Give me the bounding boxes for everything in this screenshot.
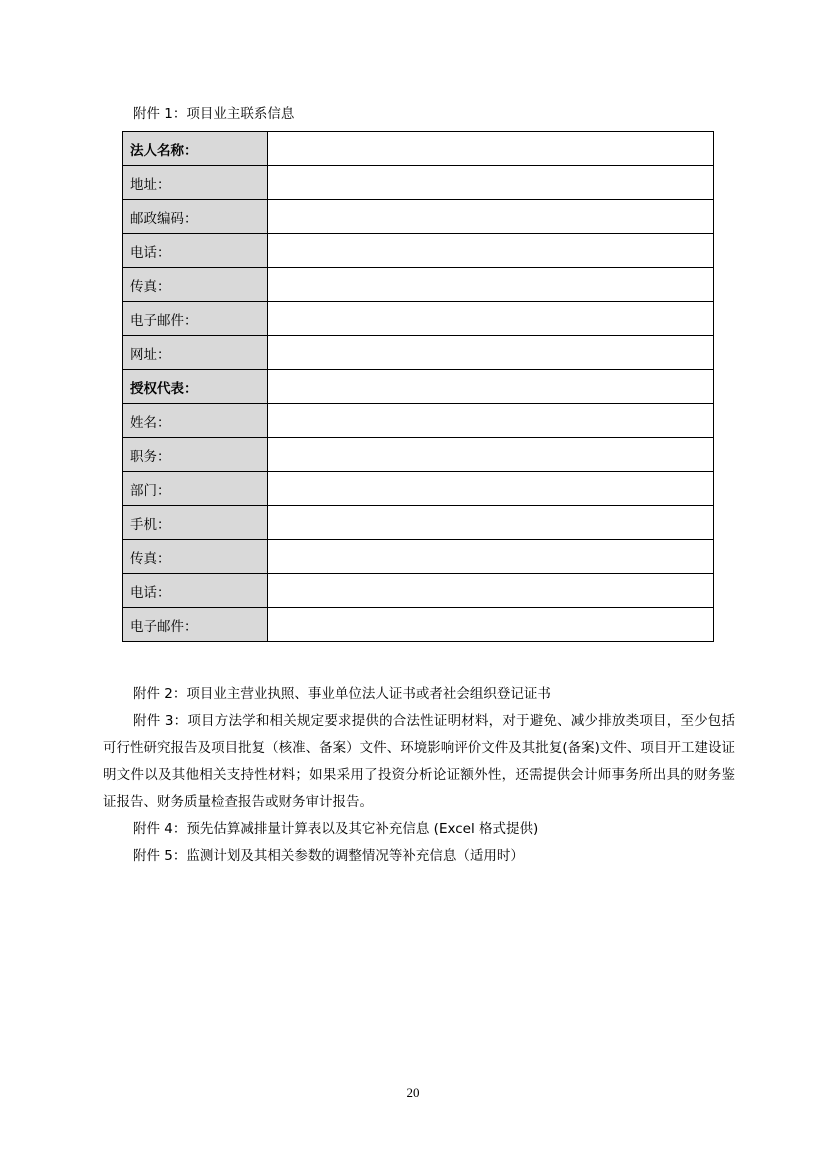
table-row xyxy=(123,132,714,166)
attachment-5-paragraph: 附件 5：监测计划及其相关参数的调整情况等补充信息（适用时） xyxy=(133,848,524,864)
field-value-cell[interactable] xyxy=(268,166,714,200)
field-label: 地址： xyxy=(123,166,268,200)
table-row xyxy=(123,472,714,506)
field-value-cell[interactable] xyxy=(268,370,714,404)
table-row xyxy=(123,200,714,234)
field-label: 部门： xyxy=(123,472,268,506)
field-label: 网址： xyxy=(123,336,268,370)
table-row xyxy=(123,540,714,574)
owner-contact-table-body xyxy=(123,132,714,642)
field-label: 手机： xyxy=(123,506,268,540)
table-row xyxy=(123,336,714,370)
field-value-cell[interactable] xyxy=(268,268,714,302)
attachment-2-paragraph: 附件 2：项目业主营业执照、事业单位法人证书或者社会组织登记证书 xyxy=(133,686,551,702)
field-value-cell[interactable] xyxy=(268,574,714,608)
field-label: 电话： xyxy=(123,574,268,608)
page-number: 20 xyxy=(406,1085,420,1100)
field-value-cell[interactable] xyxy=(268,438,714,472)
field-value-cell[interactable] xyxy=(268,404,714,438)
table-row xyxy=(123,404,714,438)
table-row xyxy=(123,268,714,302)
field-label: 传真： xyxy=(123,268,268,302)
field-label: 电子邮件： xyxy=(123,302,268,336)
field-value-cell[interactable] xyxy=(268,132,714,166)
attachment-3-paragraph: 附件 3：项目方法学和相关规定要求提供的合法性证明材料，对于避免、减少排放类项目，至少包括可行性研究报告及项目批复（核准、备案）文件、环境影响评价文件及其批复(备案)文件、项目开工建设证明文件以及其他相关支持性材料；如果采用了投资分析论证额外性，还需提供会计师事务所出具的财务鉴证报告、财务质量检查报告或财务审计报告。 xyxy=(103,713,735,810)
field-label: 姓名： xyxy=(123,404,268,438)
field-value-cell[interactable] xyxy=(268,540,714,574)
table-row xyxy=(123,608,714,642)
field-label: 授权代表： xyxy=(123,370,268,404)
field-value-cell[interactable] xyxy=(268,506,714,540)
field-label: 电子邮件： xyxy=(123,608,268,642)
table-row xyxy=(123,370,714,404)
field-label: 电话： xyxy=(123,234,268,268)
field-value-cell[interactable] xyxy=(268,234,714,268)
table-row xyxy=(123,302,714,336)
field-value-cell[interactable] xyxy=(268,200,714,234)
attachment-4-paragraph: 附件 4：预先估算减排量计算表以及其它补充信息 (Excel 格式提供) xyxy=(133,821,539,837)
table-row xyxy=(123,438,714,472)
field-value-cell[interactable] xyxy=(268,336,714,370)
owner-contact-table xyxy=(122,131,714,642)
field-label: 邮政编码： xyxy=(123,200,268,234)
table-row xyxy=(123,574,714,608)
field-label: 职务： xyxy=(123,438,268,472)
table-row xyxy=(123,234,714,268)
table-row xyxy=(123,166,714,200)
field-value-cell[interactable] xyxy=(268,302,714,336)
attachment-1-caption: 附件 1：项目业主联系信息 xyxy=(133,106,295,122)
field-label: 传真： xyxy=(123,540,268,574)
field-label: 法人名称： xyxy=(123,132,268,166)
field-value-cell[interactable] xyxy=(268,472,714,506)
table-row xyxy=(123,506,714,540)
field-value-cell[interactable] xyxy=(268,608,714,642)
attachments-list xyxy=(103,681,735,870)
